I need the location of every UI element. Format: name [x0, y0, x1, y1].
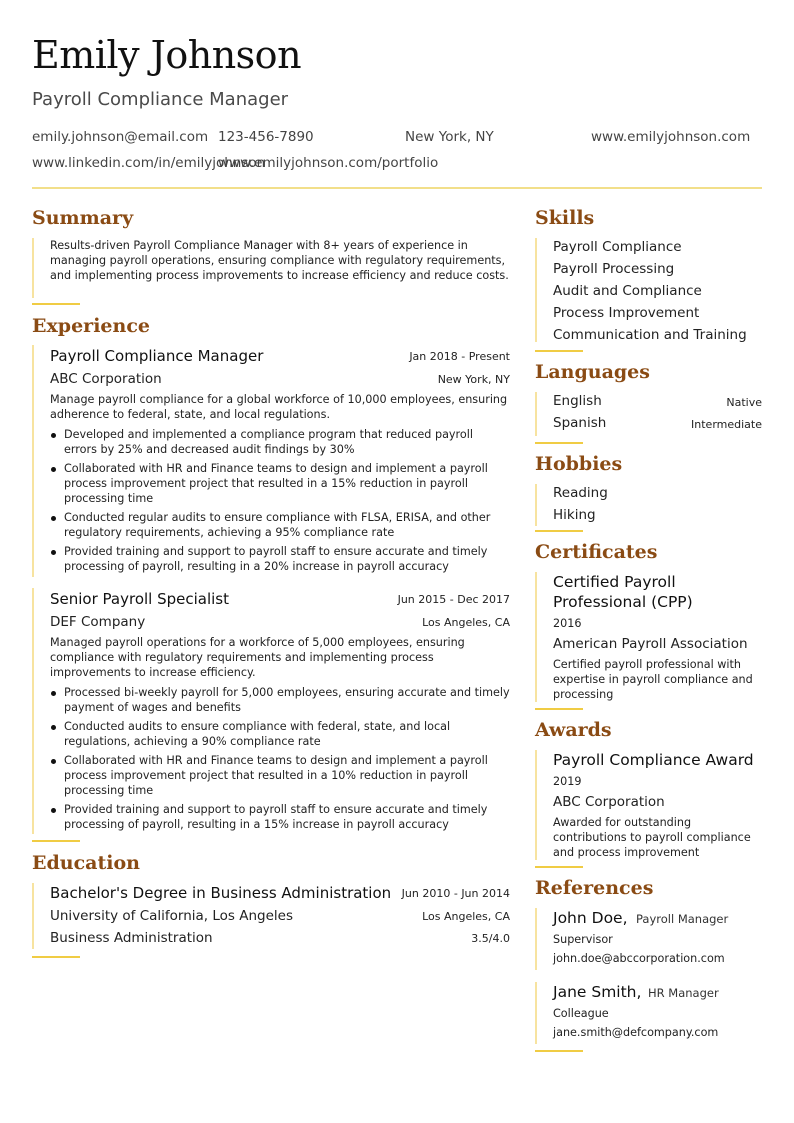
hobby-item: Reading [553, 485, 608, 501]
skill-item: Payroll Compliance [553, 239, 682, 255]
job-2-accent-bar [32, 588, 34, 834]
education-underline [32, 956, 80, 958]
awards-heading: Awards [535, 719, 612, 741]
hobbies-heading: Hobbies [535, 453, 623, 475]
job-1-location: New York, NY [437, 373, 510, 386]
certificate-name-line1: Certified Payroll [553, 573, 676, 591]
education-gpa: 3.5/4.0 [471, 932, 510, 945]
skills-underline [535, 350, 583, 352]
linkedin-link[interactable]: www.linkedin.com/in/emilyjohnson [32, 155, 266, 171]
list-item: Conducted regular audits to ensure compliance with FLSA, ERISA, and other regulatory requirements, achieving a 95% compliance rate [50, 510, 498, 540]
skills-accent-bar [535, 238, 537, 342]
references-underline [535, 1050, 583, 1052]
job-2-company: DEF Company [50, 614, 146, 630]
hobbies-underline [535, 530, 583, 532]
skills-heading: Skills [535, 207, 595, 229]
reference-relation: Supervisor [553, 933, 613, 946]
languages-heading: Languages [535, 361, 650, 383]
job-2-description: Managed payroll operations for a workforce of 5,000 employees, ensuring compliance with regulatory requirements and implementing process improvements to increase efficiency. [50, 636, 465, 679]
certificates-heading: Certificates [535, 541, 658, 563]
education-location: Los Angeles, CA [422, 910, 510, 923]
job-2-dates: Jun 2015 - Dec 2017 [397, 593, 510, 606]
list-item: Developed and implemented a compliance program that reduced payroll errors by 25% and decreased audit findings by 30% [50, 427, 498, 457]
reference-role: HR Manager [648, 986, 719, 1000]
certificate-issuer: American Payroll Association [553, 636, 748, 652]
phone-text: 123-456-7890 [218, 129, 314, 145]
hobby-item: Hiking [553, 507, 596, 523]
award-description: Awarded for outstanding contributions to payroll compliance and process improvement [553, 816, 751, 859]
certificate-year: 2016 [553, 617, 582, 630]
languages-underline [535, 442, 583, 444]
skill-item: Process Improvement [553, 305, 700, 321]
experience-underline [32, 840, 80, 842]
list-item: Collaborated with HR and Finance teams to design and implement a payroll process improvement project that resulted in a 10% reduction in payroll processing time [50, 753, 514, 798]
location-text: New York, NY [405, 129, 494, 145]
job-1-accent-bar [32, 345, 34, 577]
education-dates: Jun 2010 - Jun 2014 [401, 887, 510, 900]
reference-2-accent-bar [535, 982, 537, 1044]
education-school: University of California, Los Angeles [50, 908, 294, 924]
job-2-location: Los Angeles, CA [422, 616, 510, 629]
job-1-dates: Jan 2018 - Present [409, 350, 510, 363]
reference-name: Jane Smith, [553, 983, 642, 1001]
awards-underline [535, 866, 583, 868]
reference-name: John Doe, [553, 909, 628, 927]
summary-heading: Summary [32, 207, 134, 229]
experience-heading: Experience [32, 315, 150, 337]
reference-role: Payroll Manager [636, 912, 729, 926]
language-name: English [553, 393, 602, 409]
certificates-underline [535, 708, 583, 710]
language-level: Native [726, 396, 762, 409]
summary-accent-bar [32, 238, 34, 298]
job-2-title: Senior Payroll Specialist [50, 590, 230, 608]
award-name: Payroll Compliance Award [553, 751, 754, 769]
certificates-accent-bar [535, 572, 537, 702]
award-issuer: ABC Corporation [553, 794, 665, 810]
languages-accent-bar [535, 392, 537, 436]
skill-item: Audit and Compliance [553, 283, 702, 299]
education-field: Business Administration [50, 930, 213, 946]
job-1-description: Manage payroll compliance for a global workforce of 10,000 employees, ensuring adherence to federal, state, and local regulations. [50, 393, 508, 421]
reference-email[interactable]: jane.smith@defcompany.com [553, 1026, 719, 1039]
header-divider [32, 187, 762, 189]
job-2-bullets [50, 685, 514, 836]
education-degree: Bachelor's Degree in Business Administration [50, 884, 392, 902]
education-heading: Education [32, 852, 140, 874]
award-year: 2019 [553, 775, 582, 788]
skill-item: Payroll Processing [553, 261, 675, 277]
summary-underline [32, 303, 80, 305]
candidate-name: Emily Johnson [32, 33, 302, 77]
reference-relation: Colleague [553, 1007, 609, 1020]
references-heading: References [535, 877, 654, 899]
language-name: Spanish [553, 415, 607, 431]
certificate-description: Certified payroll professional with expertise in payroll compliance and processing [553, 658, 753, 701]
portfolio-link[interactable]: www.emilyjohnson.com/portfolio [218, 155, 439, 171]
list-item: Processed bi-weekly payroll for 5,000 employees, ensuring accurate and timely payment of wages and benefits [50, 685, 514, 715]
certificate-name-line2: Professional (CPP) [553, 593, 693, 611]
summary-text: Results-driven Payroll Compliance Manager with 8+ years of experience in managing payroll operations, ensuring compliance with regulatory requirements, and implementing process improvements to increase efficiency and reduce costs. [50, 239, 509, 282]
hobbies-accent-bar [535, 484, 537, 526]
email-link[interactable]: emily.johnson@email.com [32, 129, 209, 145]
education-accent-bar [32, 883, 34, 949]
skill-item: Communication and Training [553, 327, 747, 343]
job-1-title: Payroll Compliance Manager [50, 347, 264, 365]
language-level: Intermediate [691, 418, 762, 431]
job-1-bullets [50, 427, 498, 578]
awards-accent-bar [535, 750, 537, 860]
job-title: Payroll Compliance Manager [32, 89, 289, 110]
list-item: Conducted audits to ensure compliance with federal, state, and local regulations, achieving a 90% compliance rate [50, 719, 514, 749]
reference-email[interactable]: john.doe@abccorporation.com [553, 952, 725, 965]
list-item: Provided training and support to payroll staff to ensure accurate and timely processing of payroll, resulting in a 15% increase in payroll accuracy [50, 802, 514, 832]
list-item: Provided training and support to payroll staff to ensure accurate and timely processing of payroll, resulting in a 20% increase in payroll accuracy [50, 544, 498, 574]
reference-1-accent-bar [535, 908, 537, 970]
website-link[interactable]: www.emilyjohnson.com [591, 129, 751, 145]
list-item: Collaborated with HR and Finance teams to design and implement a payroll process improvement project that resulted in a 15% reduction in payroll processing time [50, 461, 498, 506]
job-1-company: ABC Corporation [50, 371, 162, 387]
